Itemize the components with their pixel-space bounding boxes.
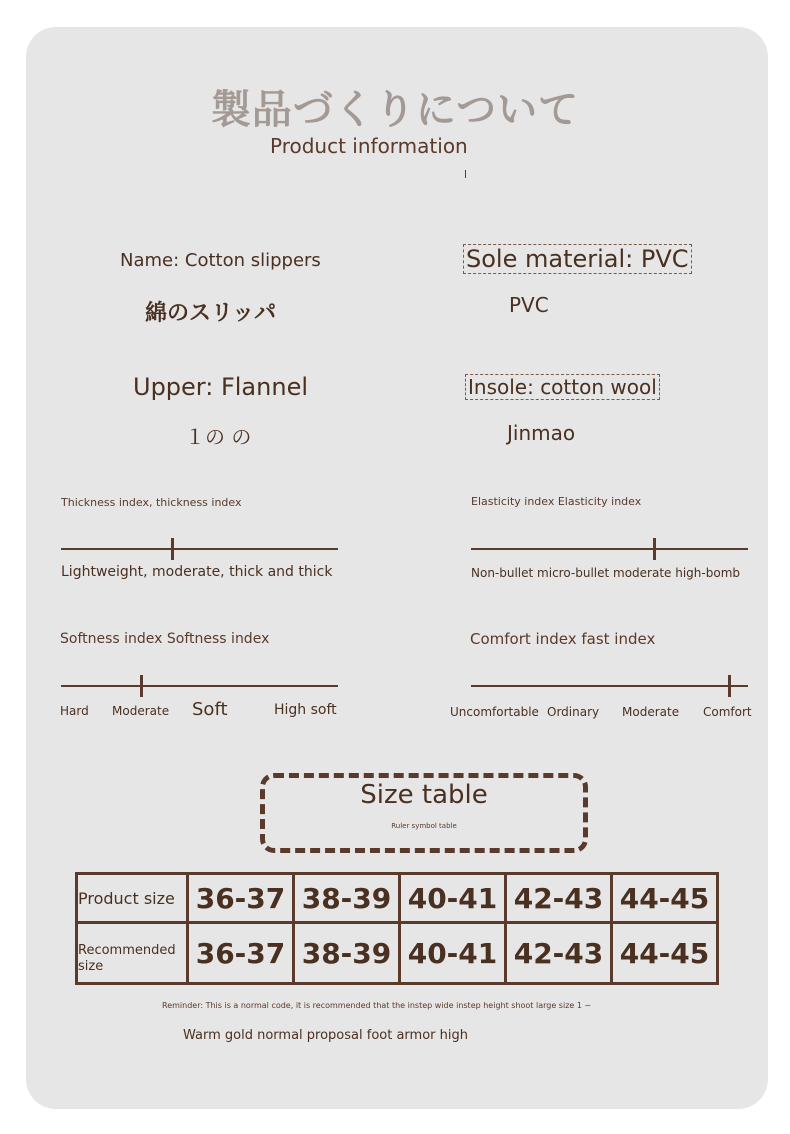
row-label-recommended-size: Recommended size [77,923,188,984]
softness-label-moderate: Moderate [112,704,170,718]
size-cell: 36-37 [188,923,294,984]
comfort-scale-marker [728,675,731,697]
elasticity-scale-labels: Non-bullet micro-bullet moderate high-bomb [471,566,741,580]
page-title: 製品づくりについて [210,87,580,133]
size-cell: 38-39 [294,923,400,984]
comfort-index-title: Comfort index fast index [470,630,656,648]
spec-insole-sub: Jinmao [507,421,576,445]
size-cell: 36-37 [188,874,294,923]
spec-upper-sub: １の の [185,425,252,449]
softness-label-soft: Soft [192,699,228,720]
row-label-product-size: Product size [77,874,188,923]
reminder-text: Reminder: This is a normal code, it is recommended that the instep wide instep height shoot large size 1 ~ [162,1001,592,1010]
size-cell: 38-39 [294,874,400,923]
size-table [75,872,719,985]
thickness-scale-labels: Lightweight, moderate, thick and thick [61,564,333,580]
elasticity-scale-line [471,548,748,550]
comfort-label-moderate: Moderate [622,705,680,719]
softness-label-hard: Hard [60,704,89,718]
stray-mark [465,170,466,178]
comfort-scale-line [471,685,748,687]
spec-sole: Sole material: PVC [463,244,692,274]
page-subtitle: Product information [270,134,468,158]
size-table-title: Size table [360,780,488,810]
thickness-scale-line [61,548,338,550]
softness-scale-line [61,685,338,687]
size-cell: 44-45 [612,923,718,984]
table-row [77,874,718,923]
spec-upper: Upper: Flannel [133,373,308,401]
softness-label-high-soft: High soft [274,702,337,718]
size-cell: 40-41 [400,923,506,984]
comfort-label-ordinary: Ordinary [547,705,600,719]
size-cell: 42-43 [506,874,612,923]
comfort-label-comfort: Comfort [703,705,752,719]
spec-sole-sub: PVC [509,293,549,317]
size-cell: 40-41 [400,874,506,923]
softness-scale-marker [140,675,143,697]
table-row [77,923,718,984]
spec-name: Name: Cotton slippers [120,250,321,271]
elasticity-scale-marker [653,538,656,560]
spec-name-jp: 綿のスリッパ [145,301,277,326]
size-cell: 42-43 [506,923,612,984]
spec-insole: Insole: cotton wool [465,374,660,400]
size-table-subtitle: Ruler symbol table [391,822,457,830]
size-cell: 44-45 [612,874,718,923]
elasticity-index-title: Elasticity index Elasticity index [471,495,642,508]
softness-index-title: Softness index Softness index [60,631,270,647]
thickness-scale-marker [171,538,174,560]
thickness-index-title: Thickness index, thickness index [61,496,242,509]
comfort-label-uncomfortable: Uncomfortable [450,705,539,719]
footer-note: Warm gold normal proposal foot armor high [183,1028,468,1043]
